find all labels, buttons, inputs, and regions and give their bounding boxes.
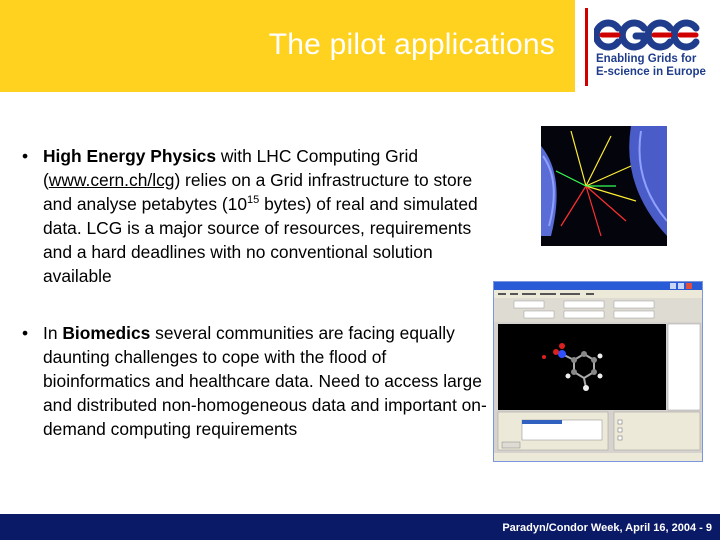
exponent-superscript: 15: [247, 194, 260, 207]
bullet-hep-text: [43, 144, 492, 288]
logo-tagline-line1: Enabling Grids for: [596, 53, 697, 65]
footer-text: Paradyn/Condor Week, April 16, 2004 - 9: [502, 522, 712, 534]
title-bar: [0, 0, 575, 92]
bullet-hep-text-c: bytes) of real and simulated data. LCG is a major source of resources, requirements and a hard deadlines with no conventional solution available: [43, 194, 478, 286]
molecule-viewer-icon: [494, 282, 702, 461]
bullet-hep-text-b: ) relies on a Grid infrastructure to store and analyse petabytes (10: [43, 170, 473, 214]
bullet-hep-bold: High Energy Physics: [43, 146, 216, 166]
bullet-biomed-bold: Biomedics: [62, 323, 151, 343]
bullet-biomed-text: [43, 321, 492, 441]
particle-event-image: [541, 126, 667, 246]
slide-title: The pilot applications: [268, 28, 555, 61]
logo-tagline: [596, 53, 716, 79]
egee-logo-icon: [594, 18, 706, 52]
bullet-biomed-text-b: several communities are facing equally daunting challenges to cope with the flood of bioinformatics and healthcare data. Need to access large and distributed non-homogeneous data and important on-demand computing requirements: [43, 323, 487, 439]
molecule-viewer-screenshot: [493, 281, 703, 462]
logo-divider: [585, 8, 588, 86]
bullet-biomed-text-a: In: [43, 323, 63, 343]
bullet-marker: •: [22, 323, 29, 343]
bullet-hep: [22, 144, 492, 288]
lcg-link[interactable]: www.cern.ch/lcg: [48, 170, 175, 190]
logo-tagline-line2: E-science in Europe: [596, 66, 706, 78]
footer-bar: [0, 514, 720, 540]
collision-event-icon: [541, 126, 667, 246]
bullet-marker: •: [22, 146, 29, 166]
bullet-biomed: [22, 321, 492, 441]
bullet-hep-text-a: with LHC Computing Grid (: [43, 146, 418, 190]
